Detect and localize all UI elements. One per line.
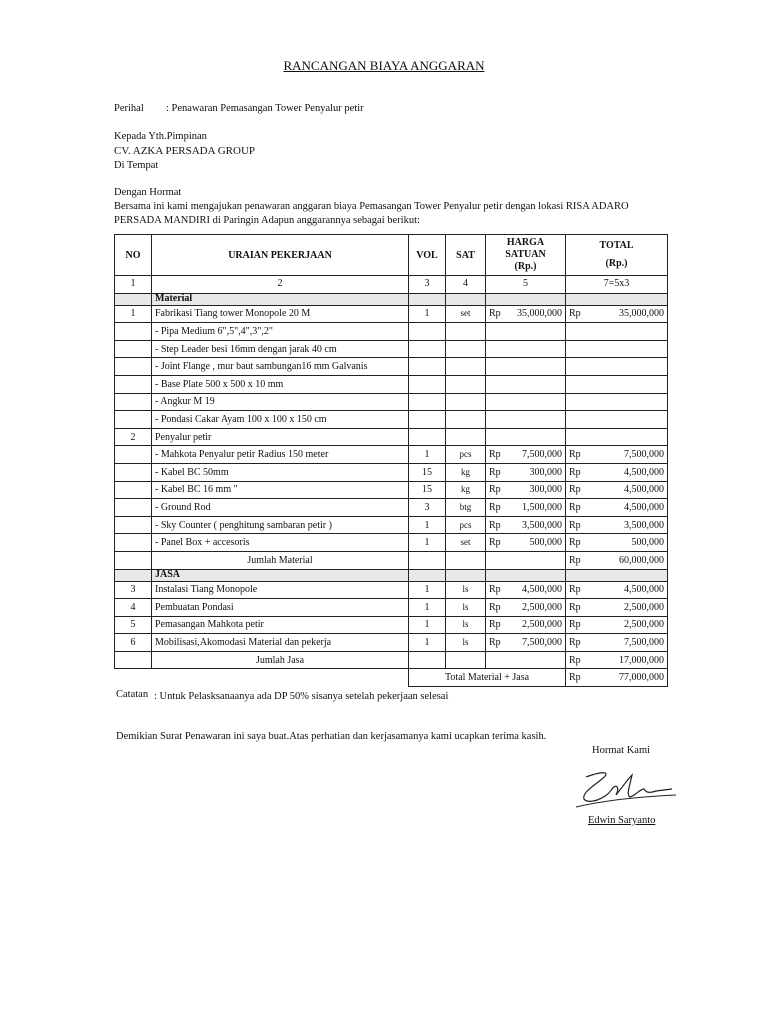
header-sat: SAT [446, 235, 486, 276]
cell-harga [486, 446, 566, 464]
cell-total-currency: Rp [569, 619, 581, 631]
cell-sat: btg [446, 499, 486, 517]
signer-name: Edwin Saryanto [588, 815, 656, 826]
cell-vol [409, 293, 446, 305]
cell-total [566, 446, 668, 464]
cell-no [115, 393, 152, 411]
cell-harga [486, 481, 566, 499]
cell-vol: 1 [409, 581, 446, 599]
section-row [115, 293, 668, 305]
cell-total-currency: Rp [569, 584, 581, 596]
cell-harga-currency: Rp [489, 466, 501, 478]
cell-vol: 1 [409, 446, 446, 464]
section-row [115, 569, 668, 581]
cell-total-amount: 4,500,000 [624, 466, 664, 478]
cell-no [115, 293, 152, 305]
cell-vol: 1 [409, 634, 446, 652]
header-harga [486, 235, 566, 276]
cell-harga [486, 358, 566, 376]
cell-total [566, 293, 668, 305]
cell-sat [446, 551, 486, 569]
cell-total-amount: 4,500,000 [624, 584, 664, 596]
cell-no: 4 [115, 599, 152, 617]
cell-harga-currency: Rp [489, 308, 501, 320]
num-col-3: 3 [409, 276, 446, 294]
cell-sat [446, 411, 486, 429]
cell-total-amount: 3,500,000 [624, 519, 664, 531]
cell-harga-amount: 500,000 [529, 537, 562, 549]
cell-uraian: Pemasangan Mahkota petir [152, 616, 409, 634]
cell-total [566, 551, 668, 569]
table-row [115, 446, 668, 464]
document-title: RANCANGAN BIAYA ANGGARAN [283, 58, 485, 73]
cell-harga [486, 634, 566, 652]
table-row [115, 616, 668, 634]
cell-harga [486, 323, 566, 341]
cell-vol [409, 340, 446, 358]
cell-total [566, 358, 668, 376]
cell-harga-currency: Rp [489, 501, 501, 513]
cell-harga [486, 293, 566, 305]
cell-total [566, 499, 668, 517]
cell-harga [486, 516, 566, 534]
cell-sat: kg [446, 463, 486, 481]
cell-vol: 15 [409, 463, 446, 481]
grand-total-amount: 77,000,000 [619, 672, 664, 684]
cell-total-currency: Rp [569, 484, 581, 496]
cell-sat: ls [446, 599, 486, 617]
cell-sat: ls [446, 616, 486, 634]
table-row [115, 534, 668, 552]
num-col-2: 2 [152, 276, 409, 294]
cell-no [115, 323, 152, 341]
cell-vol: 1 [409, 305, 446, 323]
cell-sat [446, 375, 486, 393]
cell-total [566, 516, 668, 534]
closing-text: Demikian Surat Penawaran ini saya buat.Atas perhatian dan kerjasamanya kami ucapkan terima kasih. [116, 731, 547, 742]
table-row [115, 499, 668, 517]
cell-sat: ls [446, 634, 486, 652]
table-row [115, 463, 668, 481]
table-row [115, 340, 668, 358]
cell-total [566, 481, 668, 499]
cell-sat: set [446, 534, 486, 552]
cell-harga-currency: Rp [489, 519, 501, 531]
cell-total-currency: Rp [569, 449, 581, 461]
header-harga-line2: SATUAN [505, 249, 546, 260]
header-vol: VOL [409, 235, 446, 276]
cell-no [115, 516, 152, 534]
cell-sat [446, 340, 486, 358]
cell-harga [486, 340, 566, 358]
cell-uraian: JASA [152, 569, 409, 581]
cell-uraian: - Pondasi Cakar Ayam 100 x 100 x 150 cm [152, 411, 409, 429]
cell-no [115, 569, 152, 581]
greeting: Dengan Hormat [114, 187, 182, 198]
recipient-line-3: Di Tempat [114, 160, 159, 171]
cell-harga [486, 651, 566, 669]
num-col-7: 7=5x3 [566, 276, 668, 294]
cell-uraian: - Kabel BC 50mm [152, 463, 409, 481]
table-row [115, 305, 668, 323]
cell-harga [486, 411, 566, 429]
cell-no: 5 [115, 616, 152, 634]
catatan-value: : Untuk Pelasksanaanya ada DP 50% sisanya setelah pekerjaan selesai [154, 691, 449, 702]
cell-total [566, 393, 668, 411]
cell-sat [446, 393, 486, 411]
cell-total-amount: 60,000,000 [619, 554, 664, 566]
cell-total-currency: Rp [569, 554, 581, 566]
cell-total [566, 634, 668, 652]
cell-vol [409, 358, 446, 376]
recipient-line-2: CV. AZKA PERSADA GROUP [114, 145, 256, 157]
cell-total [566, 375, 668, 393]
cell-no [115, 481, 152, 499]
cell-uraian: - Panel Box + accesoris [152, 534, 409, 552]
num-col-4: 4 [446, 276, 486, 294]
cell-harga-currency: Rp [489, 601, 501, 613]
cell-harga [486, 463, 566, 481]
cell-vol [409, 651, 446, 669]
cell-total-amount: 7,500,000 [624, 449, 664, 461]
cell-sat: pcs [446, 516, 486, 534]
cell-uraian: Material [152, 293, 409, 305]
cell-uraian: - Step Leader besi 16mm dengan jarak 40 cm [152, 340, 409, 358]
subtotal-row [115, 551, 668, 569]
cell-total-currency: Rp [569, 654, 581, 666]
signature-image [572, 765, 682, 815]
cell-harga [486, 393, 566, 411]
cell-uraian: - Ground Rod [152, 499, 409, 517]
cell-no [115, 499, 152, 517]
cell-total [566, 428, 668, 446]
cell-no: 2 [115, 428, 152, 446]
cell-harga-currency: Rp [489, 637, 501, 649]
cell-harga [486, 551, 566, 569]
cell-vol: 1 [409, 599, 446, 617]
table-row [115, 634, 668, 652]
table-row [115, 516, 668, 534]
cell-harga-amount: 300,000 [529, 466, 562, 478]
perihal-label: Perihal [114, 103, 144, 114]
header-uraian: URAIAN PEKERJAAN [152, 235, 409, 276]
cell-harga-amount: 7,500,000 [522, 637, 562, 649]
cell-vol: 3 [409, 499, 446, 517]
header-harga-line1: HARGA [506, 237, 545, 248]
cell-vol: 1 [409, 534, 446, 552]
cell-total [566, 651, 668, 669]
cell-harga-currency: Rp [489, 484, 501, 496]
cell-sat [446, 569, 486, 581]
intro-line-2: PERSADA MANDIRI di Paringin Adapun anggarannya sebagai berikut: [114, 215, 420, 226]
cell-no: 1 [115, 305, 152, 323]
cell-total-currency: Rp [569, 519, 581, 531]
cell-total [566, 581, 668, 599]
cell-uraian: - Mahkota Penyalur petir Radius 150 meter [152, 446, 409, 464]
cell-total [566, 616, 668, 634]
cell-harga-amount: 2,500,000 [522, 619, 562, 631]
cell-total-amount: 35,000,000 [619, 308, 664, 320]
cell-total [566, 463, 668, 481]
cell-total [566, 534, 668, 552]
cell-sat: ls [446, 581, 486, 599]
header-total-line2: (Rp.) [605, 258, 628, 269]
cell-harga-amount: 3,500,000 [522, 519, 562, 531]
cell-total-currency: Rp [569, 637, 581, 649]
cell-harga [486, 569, 566, 581]
cell-harga-amount: 2,500,000 [522, 601, 562, 613]
cell-no: 3 [115, 581, 152, 599]
cell-vol [409, 323, 446, 341]
grand-total-label: Total Material + Jasa [409, 669, 566, 687]
cell-sat: set [446, 305, 486, 323]
cell-sat [446, 428, 486, 446]
cell-uraian: Penyalur petir [152, 428, 409, 446]
cell-sat [446, 323, 486, 341]
grand-total-value [566, 669, 668, 687]
cell-total-currency: Rp [569, 537, 581, 549]
cell-vol [409, 375, 446, 393]
cell-harga [486, 599, 566, 617]
table-header-row [115, 235, 668, 276]
cell-harga [486, 581, 566, 599]
cell-total [566, 323, 668, 341]
cell-harga [486, 616, 566, 634]
cell-sat: kg [446, 481, 486, 499]
cell-uraian: - Pipa Medium 6",5",4",3",2" [152, 323, 409, 341]
cell-total-amount: 17,000,000 [619, 654, 664, 666]
cell-total [566, 569, 668, 581]
grand-total-currency: Rp [569, 672, 581, 684]
num-col-1: 1 [115, 276, 152, 294]
cell-no [115, 411, 152, 429]
cell-vol: 1 [409, 616, 446, 634]
table-row [115, 393, 668, 411]
cell-total [566, 599, 668, 617]
cell-uraian: - Sky Counter ( penghitung sambaran petir ) [152, 516, 409, 534]
cell-no: 6 [115, 634, 152, 652]
cell-harga [486, 428, 566, 446]
cell-uraian: Mobilisasi,Akomodasi Material dan pekerja [152, 634, 409, 652]
cell-uraian: Fabrikasi Tiang tower Monopole 20 M [152, 305, 409, 323]
recipient-line-1: Kepada Yth.Pimpinan [114, 131, 207, 142]
cell-total-amount: 2,500,000 [624, 619, 664, 631]
cell-uraian: - Angkur M 19 [152, 393, 409, 411]
cell-harga-currency: Rp [489, 619, 501, 631]
cell-total-currency: Rp [569, 466, 581, 478]
cell-harga-currency: Rp [489, 537, 501, 549]
cell-vol [409, 411, 446, 429]
cell-sat: pcs [446, 446, 486, 464]
cell-total-currency: Rp [569, 601, 581, 613]
cell-uraian: Jumlah Jasa [152, 651, 409, 669]
cell-no [115, 446, 152, 464]
table-row [115, 375, 668, 393]
cell-uraian: - Joint Flange , mur baut sambungan16 mm Galvanis [152, 358, 409, 376]
header-total [566, 235, 668, 276]
num-col-5: 5 [486, 276, 566, 294]
table-row [115, 323, 668, 341]
cell-vol: 15 [409, 481, 446, 499]
table-row [115, 481, 668, 499]
cell-harga [486, 305, 566, 323]
cell-no [115, 651, 152, 669]
cell-sat [446, 358, 486, 376]
header-total-line1: TOTAL [599, 240, 634, 251]
budget-table [114, 234, 668, 687]
table-row [115, 599, 668, 617]
cell-total [566, 411, 668, 429]
cell-harga [486, 534, 566, 552]
cell-vol [409, 428, 446, 446]
cell-no [115, 463, 152, 481]
cell-harga-amount: 1,500,000 [522, 501, 562, 513]
cell-total-amount: 500,000 [631, 537, 664, 549]
cell-harga [486, 499, 566, 517]
cell-no [115, 340, 152, 358]
catatan-label: Catatan [116, 689, 149, 700]
cell-no [115, 375, 152, 393]
table-row [115, 581, 668, 599]
grand-total-row [115, 669, 668, 687]
cell-no [115, 358, 152, 376]
table-row [115, 428, 668, 446]
intro-line-1: Bersama ini kami mengajukan penawaran anggaran biaya Pemasangan Tower Penyalur petir dengan lokasi RISA ADARO [114, 201, 629, 212]
cell-total-amount: 7,500,000 [624, 637, 664, 649]
cell-total-amount: 4,500,000 [624, 501, 664, 513]
cell-uraian: - Base Plate 500 x 500 x 10 mm [152, 375, 409, 393]
table-row [115, 358, 668, 376]
header-no: NO [115, 235, 152, 276]
cell-uraian: Pembuatan Pondasi [152, 599, 409, 617]
cell-total-amount: 4,500,000 [624, 484, 664, 496]
cell-vol [409, 551, 446, 569]
cell-uraian: - Kabel BC 16 mm " [152, 481, 409, 499]
cell-total [566, 305, 668, 323]
table-row [115, 411, 668, 429]
cell-no [115, 551, 152, 569]
cell-uraian: Instalasi Tiang Monopole [152, 581, 409, 599]
cell-harga-amount: 300,000 [529, 484, 562, 496]
cell-total-currency: Rp [569, 501, 581, 513]
signoff: Hormat Kami [592, 745, 651, 756]
cell-harga [486, 375, 566, 393]
numbering-row [115, 276, 668, 294]
subtotal-row [115, 651, 668, 669]
cell-harga-currency: Rp [489, 449, 501, 461]
cell-vol: 1 [409, 516, 446, 534]
cell-total [566, 340, 668, 358]
cell-total-amount: 2,500,000 [624, 601, 664, 613]
header-harga-line3: (Rp.) [514, 261, 537, 272]
cell-total-currency: Rp [569, 308, 581, 320]
cell-no [115, 534, 152, 552]
cell-harga-currency: Rp [489, 584, 501, 596]
cell-uraian: Jumlah Material [152, 551, 409, 569]
cell-sat [446, 293, 486, 305]
cell-vol [409, 569, 446, 581]
cell-harga-amount: 4,500,000 [522, 584, 562, 596]
cell-harga-amount: 35,000,000 [517, 308, 562, 320]
cell-harga-amount: 7,500,000 [522, 449, 562, 461]
cell-sat [446, 651, 486, 669]
perihal-value: : Penawaran Pemasangan Tower Penyalur petir [166, 103, 364, 114]
cell-vol [409, 393, 446, 411]
